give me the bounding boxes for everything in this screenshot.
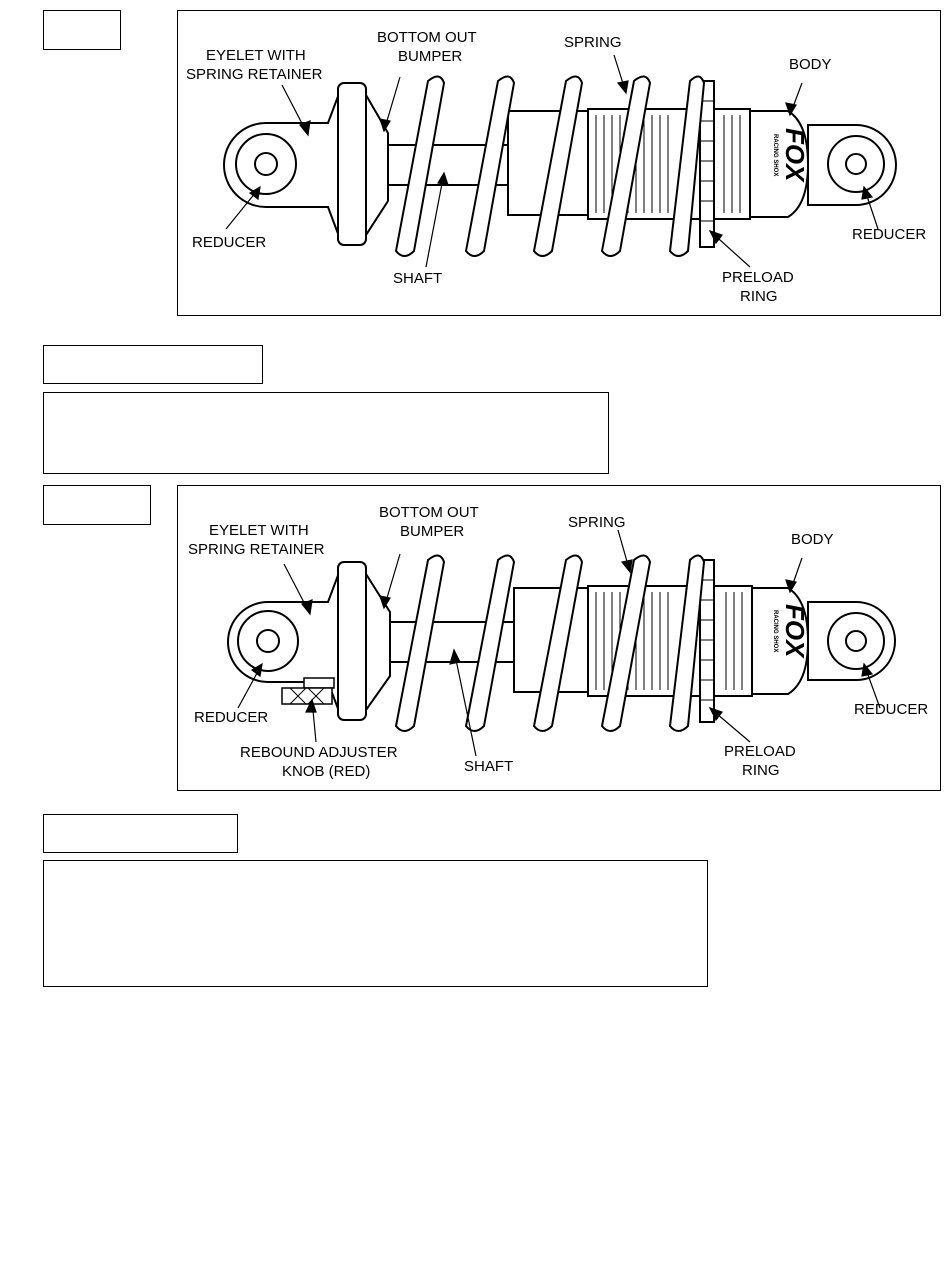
- label-reducer-right: REDUCER: [852, 226, 927, 243]
- label-spring: SPRING: [564, 34, 622, 51]
- svg-text:RACING SHOX: RACING SHOX: [772, 134, 778, 177]
- label-eyelet-1: EYELET WITH: [206, 47, 306, 64]
- label-reducer-left: REDUCER: [194, 709, 269, 726]
- label-eyelet-2: SPRING RETAINER: [186, 66, 323, 83]
- label-body: BODY: [791, 531, 834, 548]
- label-rebound-2: KNOB (RED): [282, 763, 371, 780]
- fox-logo: [772, 128, 810, 183]
- caption-1-tag-box: [43, 345, 263, 384]
- bottom-out-bumper: [366, 574, 390, 710]
- label-bumper-1: BOTTOM OUT: [377, 29, 477, 46]
- label-rebound-1: REBOUND ADJUSTER: [240, 744, 398, 761]
- figure-2-frame: [177, 485, 941, 791]
- label-shaft: SHAFT: [393, 270, 443, 287]
- label-bumper-2: BUMPER: [400, 523, 465, 540]
- label-body: BODY: [789, 56, 832, 73]
- svg-text:FOX: FOX: [780, 604, 810, 658]
- bottom-out-bumper: [366, 95, 388, 235]
- label-bumper-2: BUMPER: [398, 48, 463, 65]
- label-eyelet-1: EYELET WITH: [209, 522, 309, 539]
- label-eyelet-2: SPRING RETAINER: [188, 541, 325, 558]
- figure-2-tag-box: [43, 485, 151, 525]
- label-preload-2: RING: [740, 288, 778, 305]
- shock-diagram-2: [178, 486, 942, 792]
- label-spring: SPRING: [568, 514, 626, 531]
- spring-retainer: [338, 562, 366, 720]
- label-bumper-1: BOTTOM OUT: [379, 504, 479, 521]
- fox-logo: [772, 604, 810, 659]
- caption-2-box: [43, 860, 708, 987]
- label-preload-2: RING: [742, 762, 780, 779]
- figure-1-tag-box: [43, 10, 121, 50]
- label-reducer-left: REDUCER: [192, 234, 267, 251]
- label-preload-1: PRELOAD: [724, 743, 796, 760]
- rebound-adjuster-knob: [282, 688, 332, 704]
- label-shaft: SHAFT: [464, 758, 514, 775]
- shock-diagram-1: [178, 11, 942, 317]
- svg-text:FOX: FOX: [780, 128, 810, 182]
- label-reducer-right: REDUCER: [854, 701, 929, 718]
- figure-1-frame: [177, 10, 941, 316]
- label-preload-1: PRELOAD: [722, 269, 794, 286]
- spring-retainer: [338, 83, 366, 245]
- svg-text:RACING SHOX: RACING SHOX: [772, 610, 778, 653]
- caption-1-box: [43, 392, 609, 474]
- caption-2-tag-box: [43, 814, 238, 853]
